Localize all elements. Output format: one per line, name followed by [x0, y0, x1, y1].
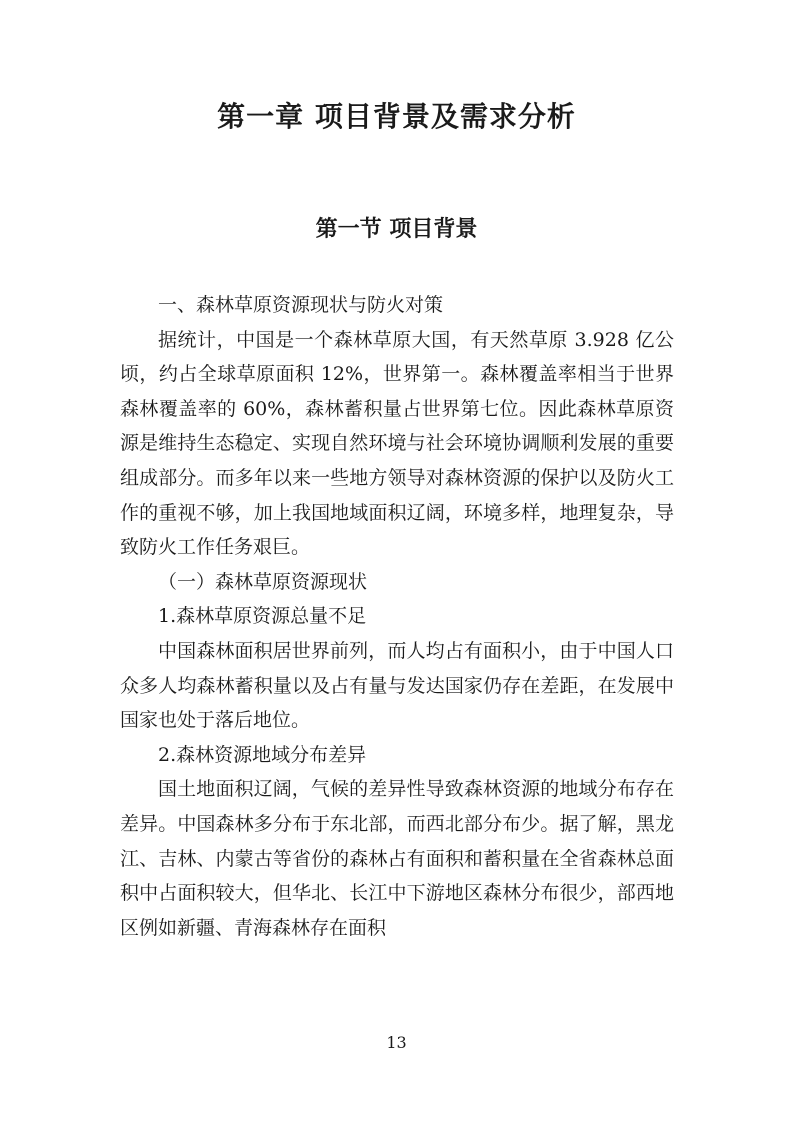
- page-number: 13: [386, 1033, 407, 1052]
- section-title: 第一节 项目背景: [315, 217, 478, 242]
- body-text: [120, 288, 674, 945]
- body-paragraph: 据统计，中国是一个森林草原大国，有天然草原 3.928 亿公顷，约占全球草原面积 12%，世界第一。森林覆盖率相当于世界森林覆盖率的 60%，森林蓄积量占世界第七位。因此森林草原资源是维持生态稳定、实现自然环境与社会环境协调顺利发展的重要组成部分。而多年以来一些地方领导对森林资源的保护以及防火工作的重视不够，加上我国地域面积辽阔，环境多样，地理复杂，导致防火工作任务艰巨。: [120, 328, 674, 559]
- heading-paragraph: 一、森林草原资源现状与防火对策: [158, 294, 444, 316]
- chapter-title: 第一章 项目背景及需求分析: [217, 100, 576, 133]
- subheading-paragraph: 2.森林资源地域分布差异: [158, 743, 367, 766]
- subheading-paragraph: 1.森林草原资源总量不足: [158, 605, 367, 628]
- body-paragraph: 国土地面积辽阔，气候的差异性导致森林资源的地域分布存在差异。中国森林多分布于东北部，而西北部分布少。据了解，黑龙江、吉林、内蒙古等省份的森林占有面积和蓄积量在全省森林总面积中占面积较大，但华北、长江中下游地区森林分布很少，部西地区例如新疆、青海森林存在面积: [120, 778, 674, 939]
- subheading-paragraph: （一）森林草原资源现状: [158, 570, 368, 593]
- body-paragraph: 中国森林面积居世界前列，而人均占有面积小，由于中国人口众多人均森林蓄积量以及占有量与发达国家仍存在差距，在发展中国家也处于落后地位。: [120, 639, 674, 732]
